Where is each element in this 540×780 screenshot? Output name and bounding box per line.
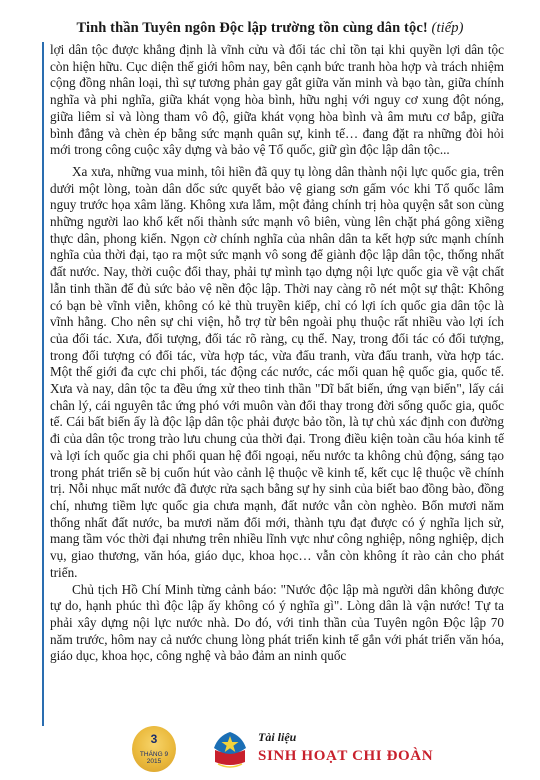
publication-name: SINH HOẠT CHI ĐOÀN <box>258 748 434 764</box>
youth-union-logo-icon <box>210 728 250 770</box>
article-body <box>42 42 504 726</box>
issue-year: 2015 <box>146 758 162 765</box>
article-title-text: Tinh thần Tuyên ngôn Độc lập trường tồn cùng dân tộc! <box>76 20 428 36</box>
paragraph-1: lợi dân tộc được khẳng định là vĩnh cửu và đối tác chỉ tồn tại khi quyền lợi dân tộc còn hiện hữu. Cục diện thế giới hôm nay, bên cạnh bức tranh hòa hợp và trách nhiệm cộng đồng nhân loại, thì sự tương phản gay gắt giữa văn minh và bạo tàn, giữa chính nghĩa và phi nghĩa, giữa khát vọng hòa bình, hữu nghị với nguy cơ xung đột nóng, giữa liêm sỉ và lòng tham vô độ, giữa khát vọng hòa bình và âm mưu cơ bắp, giữa bình đẳng và chèn ép bằng sức mạnh quân sự, kinh tế… đang đặt ra những đòi hỏi mới trong công cuộc xây dựng và bảo vệ Tổ quốc, giữ gìn độc lập dân tộc... <box>50 42 504 158</box>
article-title <box>0 20 540 37</box>
publication-label: Tài liệu <box>258 730 297 744</box>
page-number-badge <box>132 726 176 772</box>
page-number: 3 <box>150 732 158 746</box>
paragraph-2: Xa xưa, những vua minh, tôi hiền đã quy tụ lòng dân thành nội lực quốc gia, trên dưới một lòng, toàn dân dốc sức quyết bảo vệ giang sơn gấm vóc khi Tổ quốc lâm nguy trước họa xâm lăng. Không xưa lắm, một đảng chính trị hòa quyện sắt son cùng những người lao khổ kết nối thành sức mạnh vô biên, vùng lên chặt phá gông xiềng thực dân, phong kiến. Ngọn cờ chính nghĩa của nhân dân ta kết hợp sức mạnh chính nghĩa của thời đại, tạo ra một sức mạnh vô song để giành độc lập dân tộc, thống nhất đất nước. Nay, thời cuộc đổi thay, phải tự mình tạo dựng nội lực quốc gia về vật chất lẫn tinh thần để đủ sức bảo vệ nền độc lập. Thời nay càng rõ nét một sự thật: Không có bạn bè vĩnh viễn, không có kẻ thù truyền kiếp, chỉ có lợi ích quốc gia dân tộc là vĩnh hằng. Cho nên sự chi viện, hỗ trợ từ bên ngoài phụ thuộc rất nhiều vào lợi ích của đối tác. Xưa, đối tượng, đối tác rõ ràng, cụ thể. Nay, trong đối tác có đối tượng, trong đối tượng có đối tác, vừa hợp tác, vừa đấu tranh, vừa đấu tranh, vừa hợp tác. Một thế giới đa cực chi phối, tác động các nước, các mối quan hệ quốc gia, quốc tế. Xưa và nay, dân tộc ta đều ứng xử theo tinh thần "Dĩ bất biến, ứng vạn biến", lấy cái chân lý, cái nguyên tắc ứng phó với muôn vàn đổi thay trong đời sống quốc gia, quốc tế. Cái bất biến ấy là độc lập dân tộc phải được bảo tồn, là tự chủ xác định con đường đi của dân tộc trong trào lưu chung của thời đại. Trong điều kiện toàn cầu hóa kinh tế và lợi ích quốc gia chi phối quan hệ đối ngoại, nếu nước ta không chủ động, sáng tạo trong phát triển sẽ bị cuốn hút vào cảnh lệ thuộc về kinh tế, kết cục lệ thuộc về chính trị. Nỗi nhục mất nước đã được rửa sạch bằng sự hy sinh của biết bao đồng bào, đồng chí, nhưng tiềm lực quốc gia chưa mạnh, đất nước vẫn còn nghèo. Bốn mươi năm thống nhất đất nước, ba mươi năm đổi mới, thành tựu đạt được có ý nghĩa lịch sử, mang tầm vóc thời đại nhưng trên nhiều lĩnh vực như công nghiệp, nông nghiệp, dịch vụ, giao thương, văn hóa, giáo dục, khoa học… vẫn còn không ít rào cản cho phát triển. <box>50 163 504 580</box>
paragraph-3: Chủ tịch Hồ Chí Minh từng cảnh báo: "Nước độc lập mà người dân không được tự do, hạnh phúc thì độc lập ấy không có ý nghĩa gì". Lòng dân là vận nước! Tự ta phải xây dựng nội lực nước nhà. Do đó, với tinh thần của Tuyên ngôn Độc lập 70 năm trước, hôm nay cả nước chung lòng phát triển kinh tế gắn với phát triển văn hóa, giáo dục, khoa học, công nghệ và bảo đảm an ninh quốc <box>50 581 504 664</box>
article-title-continued: (tiếp) <box>431 20 464 36</box>
page-footer <box>0 726 540 780</box>
issue-month: THÁNG 9 <box>139 751 169 758</box>
